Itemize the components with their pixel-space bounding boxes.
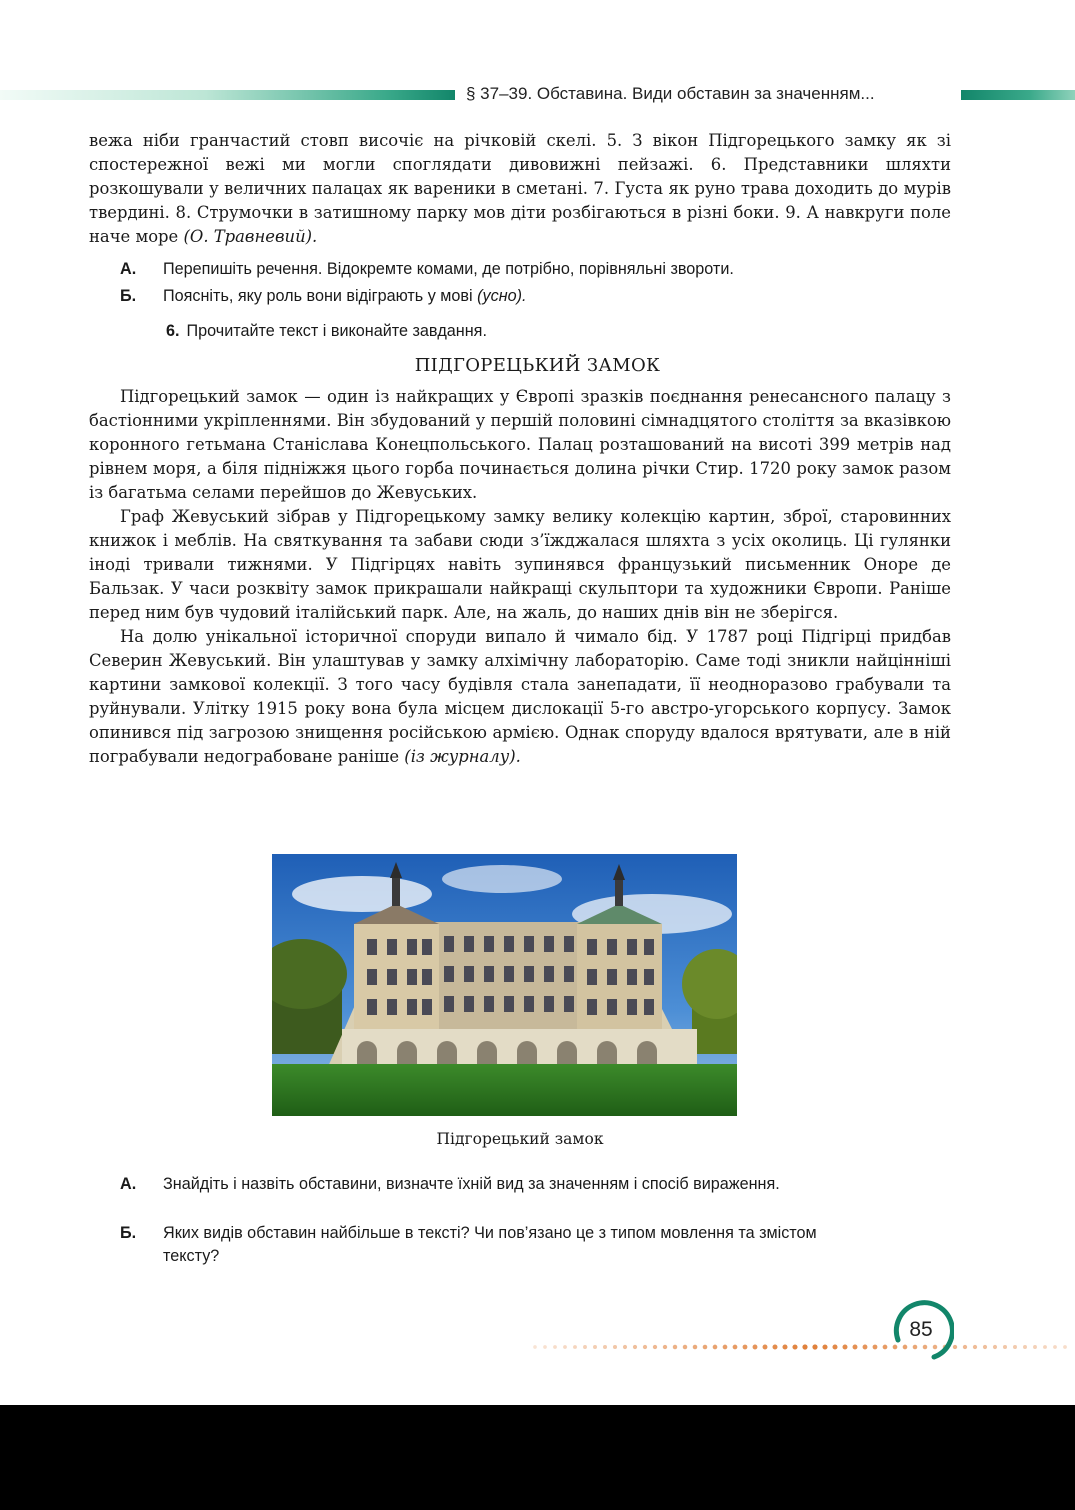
footer-dot — [873, 1345, 878, 1350]
footer-dot — [733, 1345, 738, 1350]
footer-dot — [1033, 1345, 1037, 1349]
task-text: Яких видів обставин найбільше в тексті? Чи пов’язано це з типом мовлення та змістом тексту? — [163, 1224, 817, 1265]
footer-dot — [553, 1345, 557, 1349]
paragraph-3-source: (із журналу). — [404, 747, 521, 766]
footer-dot — [743, 1345, 748, 1350]
exercise5-sentences — [89, 129, 951, 249]
task-note: (усно). — [477, 287, 527, 305]
exercise6-task-a — [120, 1173, 860, 1196]
footer-dot — [843, 1345, 848, 1350]
footer-dot — [782, 1344, 787, 1349]
photo-caption: Підгорецький замок — [436, 1130, 604, 1148]
footer-dot — [1053, 1345, 1057, 1349]
footer-dot — [763, 1345, 768, 1350]
task-marker: Б. — [120, 287, 137, 305]
footer-dot — [543, 1345, 547, 1349]
footer-dot — [983, 1345, 987, 1349]
exercise6-instruction — [166, 322, 487, 341]
screen-bottom-bar — [0, 1405, 1075, 1510]
castle-photo — [272, 854, 737, 1116]
footer-dot — [963, 1345, 967, 1349]
footer-dot — [812, 1344, 817, 1349]
exercise5-source: (О. Травневий). — [183, 227, 318, 246]
footer-dot — [1043, 1345, 1047, 1349]
footer-dot — [653, 1345, 657, 1349]
footer-dot — [1003, 1345, 1007, 1349]
footer-dot — [593, 1345, 597, 1349]
exercise5-task-a — [120, 258, 860, 281]
header-decor-line-right — [961, 90, 1075, 100]
paragraph-3 — [89, 625, 951, 769]
footer-dot — [583, 1345, 587, 1349]
footer-dot — [563, 1345, 567, 1349]
paragraph-1: Підгорецький замок — один із найкращих у Європі зразків поєднання ренесансного палацу з бастіонними укріпленнями. Він збудований у першій половині сімнадцятого століття за вказівкою коронного гетьмана Станіслава Конецпольського. Палац розташований на висоті 399 метрів над рівнем моря, а біля підніжжя цього горба починається долина річки Стир. 1720 року замок разом із багатьма селами перейшов до Жевуських. — [89, 387, 951, 502]
footer-dot — [802, 1344, 807, 1349]
exercise5-task-b — [120, 285, 860, 308]
footer-dot — [713, 1345, 718, 1350]
exercise6-task-b — [120, 1222, 860, 1268]
footer-dot — [703, 1345, 708, 1350]
footer-dot — [683, 1345, 687, 1349]
task-marker: А. — [120, 1175, 137, 1193]
footer-dot — [853, 1345, 858, 1350]
footer-dot — [673, 1345, 677, 1349]
exercise-number: 6. — [166, 322, 180, 340]
footer-dot — [1063, 1345, 1067, 1349]
footer-dot — [822, 1344, 827, 1349]
footer-dot — [792, 1344, 797, 1349]
footer-dot — [723, 1345, 728, 1350]
task-marker: А. — [120, 260, 137, 278]
footer-dot — [533, 1345, 537, 1349]
footer-dot — [663, 1345, 667, 1349]
footer-dot — [993, 1345, 997, 1349]
text-title: ПІДГОРЕЦЬКИЙ ЗАМОК — [414, 355, 661, 376]
footer-dot — [633, 1345, 637, 1349]
running-header: § 37–39. Обставина. Види обставин за значенням... — [466, 84, 875, 103]
task-text: Знайдіть і назвіть обставини, визначте їхній вид за значенням і спосіб вираження. — [163, 1175, 780, 1193]
footer-dot — [1013, 1345, 1017, 1349]
footer-dot — [1023, 1345, 1027, 1349]
footer-dot — [973, 1345, 977, 1349]
paragraph-3-text: На долю унікальної історичної споруди випало й чимало бід. У 1787 році Підгірці придбав Северин Жевуський. Він улаштував у замку алхімічну лабораторію. Саме тоді зникли найцінніші картини замкової колекції. З того часу будівля стала занепадати, її неодноразово грабували та руйнували. Улітку 1915 року вона була місцем дислокації 5-го австро-угорського корпусу. Замок опинився під загрозою знищення російською армією. Однак споруду вдалося врятувати, але в ній пограбували недограбоване раніше — [89, 627, 951, 766]
footer-dot — [603, 1345, 607, 1349]
footer-dot — [643, 1345, 647, 1349]
footer-dot — [863, 1345, 868, 1350]
footer-dot — [693, 1345, 698, 1350]
header-decor-line-left — [0, 90, 455, 100]
paragraph-2: Граф Жевуський зібрав у Підгорецькому замку велику колекцію картин, зброї, старовинних книжок і меблів. На святкування та забави сюди з’їжджалася шляхта з усіх околиць. Ці гулянки іноді тривали тижнями. У Підгірцях навіть зупинявся французький письменник Оноре де Бальзак. У часи розквіту замок прикрашали найкращі скульптори та художники Європи. Раніше перед ним був чудовий італійський парк. Але, на жаль, до наших днів він не зберігся. — [89, 507, 951, 622]
footer-dot — [883, 1345, 888, 1350]
task-text: Поясніть, яку роль вони відіграють у мові — [163, 287, 473, 305]
task-text: Перепишіть речення. Відокремте комами, де потрібно, порівняльні звороти. — [163, 260, 734, 278]
footer-dot — [573, 1345, 577, 1349]
castle-text — [89, 385, 951, 769]
exercise5-text: вежа ніби гранчастий стовп височіє на річковій скелі. 5. З вікон Підгорецького замку як зі спостережної вежі ми могли споглядати дивовижні пейзажі. 6. Представники шляхти розкошували у величних палацах як вареники в сметані. 7. Густа як руно трава доходить до мурів твердині. 8. Струмочки в затишному парку мов діти розбігаються в різні боки. 9. А навкруги поле наче море — [89, 131, 951, 246]
footer-dot — [613, 1345, 617, 1349]
page-number: 85 — [909, 1318, 933, 1341]
footer-dot — [773, 1345, 778, 1350]
footer-dot — [623, 1345, 627, 1349]
instruction-text: Прочитайте текст і виконайте завдання. — [186, 322, 487, 340]
task-marker: Б. — [120, 1224, 137, 1242]
footer-dot — [832, 1344, 837, 1349]
footer-dots-decoration — [530, 1340, 1075, 1354]
footer-dot — [753, 1345, 758, 1350]
